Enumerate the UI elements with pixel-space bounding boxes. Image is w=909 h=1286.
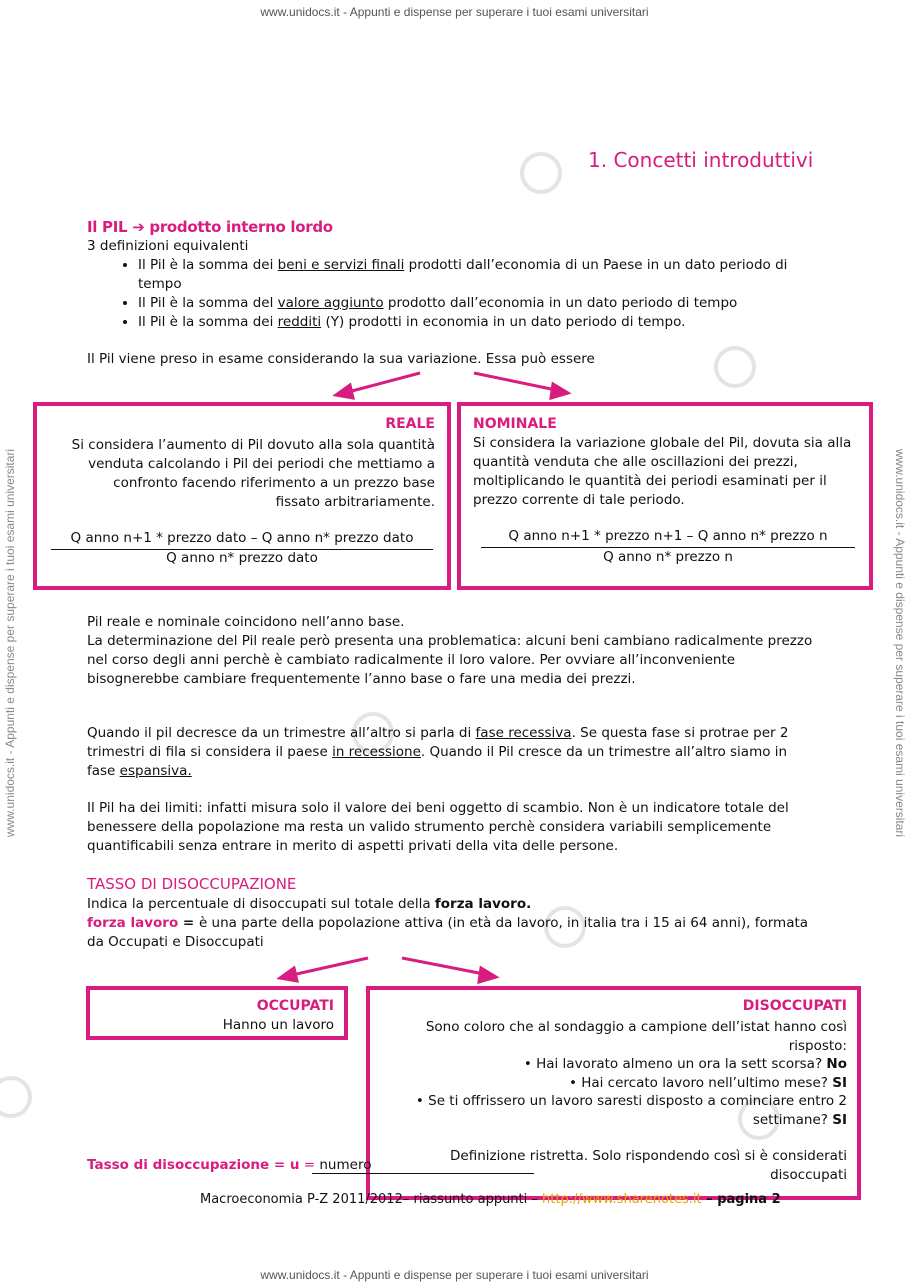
reale-denominator: Q anno n* prezzo dato [166, 550, 318, 566]
watermark-right: www.unidocs.it - Appunti e dispense per superare i tuoi esami universitari [893, 448, 907, 838]
arrow-right-icon [402, 958, 496, 982]
disoccupati-text: Sono coloro che al sondaggio a campione dell’istat hanno così risposto: • Hai lavorato almeno un ora la sett scorsa? No • Hai cercato lavoro nell’ultimo mese? SI • Se ti offrissero un lavoro saresti disposto a cominciare entro 2 settimane? SI Definizione ristretta. Solo rispondendo così si è considerati disoccupati [415, 1019, 847, 1183]
reale-text: Si considera l’aumento di Pil dovuto alla sola quantità venduta calcolando i Pil dei periodi che mettiamo a confronto facendo riferimento a un prezzo base fissato arbitrariamente. [71, 437, 435, 510]
tasso-heading: TASSO DI DISOCCUPAZIONE [87, 875, 297, 893]
disoccupati-title: DISOCCUPATI [742, 998, 847, 1014]
tasso-text: Indica la percentuale di disoccupati sul totale della forza lavoro. forza lavoro = è una parte della popolazione attiva (in età da lavoro, in italia tra i 15 ai 64 anni), formata da Occupati e Disoccupati [87, 896, 809, 950]
arrow-left-icon [336, 373, 420, 398]
reale-numerator: Q anno n+1 * prezzo dato – Q anno n* prezzo dato [70, 530, 414, 546]
paragraph-pil-base: Pil reale e nominale coincidono nell’anno base. La determinazione del Pil reale però presenta una problematica: alcuni beni cambiano radicalmente prezzo nel corso degli anni perchè è cambiato radicalmente il loro valore. Per ovviare all’inconveniente bisognerebbe cambiare frequentemente l’anno base o fare una media dei prezzi. [87, 614, 813, 687]
definition-item: • Il Pil è la somma dei redditi (Y) prodotti in economia in un dato periodo di tempo. [138, 313, 828, 332]
intro-text: 3 definizioni equivalenti [87, 238, 249, 254]
nominale-title: NOMINALE [473, 416, 557, 432]
nominale-text: Si considera la variazione globale del Pil, dovuta sia alla quantità venduta che alle oscillazioni dei prezzi, moltiplicando le quantità dei periodi esaminati per il prezzo corrente di tale periodo. [473, 435, 852, 508]
nominale-numerator: Q anno n+1 * prezzo n+1 – Q anno n* prezzo n [508, 528, 828, 544]
arrow-right-icon [474, 373, 568, 398]
watermark-bottom: www.unidocs.it - Appunti e dispense per superare i tuoi esami universitari [260, 1268, 649, 1282]
chapter-title: 1. Concetti introduttivi [588, 148, 814, 172]
pil-heading: Il PIL ➔ prodotto interno lordo [87, 218, 333, 236]
paragraph-recessione: Quando il pil decresce da un trimestre all’altro si parla di fase recessiva. Se questa fase si protrae per 2 trimestri di fila si considera il paese in recessione. Quando il Pil cresce da un trimestre all’altro siamo in fase espansiva. [87, 725, 789, 779]
formula-fraction-line [312, 1173, 534, 1174]
arrow-left-icon [280, 958, 368, 981]
nominale-denominator: Q anno n* prezzo n [603, 549, 733, 565]
nominale-fraction-line [481, 547, 855, 548]
occupati-box [86, 986, 348, 1040]
paragraph-limiti: Il Pil ha dei limiti: infatti misura solo il valore dei beni oggetto di scambio. Non è un indicatore totale del benessere della popolazione ma resta un valido strumento perchè considera variabili semplicemente quantificabili senza entrare in merito di aspetti privati della vita delle persone. [87, 800, 789, 854]
tasso-formula: Tasso di disoccupazione = u = numero [87, 1157, 372, 1173]
definition-item: • Il Pil è la somma del valore aggiunto prodotto dall’economia in un dato periodo di tempo [138, 294, 828, 313]
definition-item: • Il Pil è la somma dei beni e servizi finali prodotti dall’economia di un Paese in un dato periodo di tempo [138, 256, 828, 294]
variation-text: Il Pil viene preso in esame considerando la sua variazione. Essa può essere [87, 351, 595, 367]
reale-title: REALE [385, 416, 435, 432]
occupati-text: Hanno un lavoro [222, 1017, 334, 1033]
watermark-left: www.unidocs.it - Appunti e dispense per superare i tuoi esami universitari [3, 448, 17, 838]
disoccupati-box [366, 986, 861, 1200]
reale-box [33, 402, 451, 590]
page-footer: Macroeconomia P-Z 2011/2012– riassunto appunti – http://www.sharenotes.it – pagina 2 [200, 1192, 781, 1207]
nominale-box [457, 402, 873, 590]
footer-link[interactable]: http://www.sharenotes.it [542, 1192, 702, 1207]
watermark-top: www.unidocs.it - Appunti e dispense per superare i tuoi esami universitari [260, 5, 649, 19]
occupati-title: OCCUPATI [256, 998, 334, 1014]
